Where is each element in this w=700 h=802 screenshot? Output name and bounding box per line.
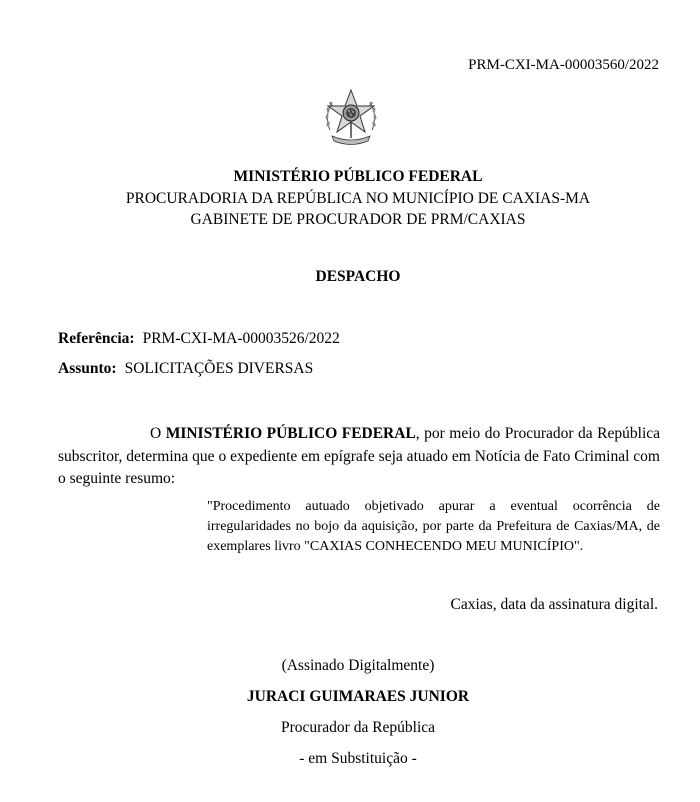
document-header	[0, 166, 700, 231]
signatory-role: Procurador da República	[280, 719, 436, 736]
body-intro: O	[150, 425, 162, 442]
signatory-status: - em Substituição -	[299, 750, 417, 767]
subject-line	[58, 360, 313, 378]
body-text: , por meio do Procurador da República subscritor, determina que o expediente em epígrafe seja atuado em Notícia de Fato Criminal com o seguinte resumo:	[58, 425, 661, 487]
document-number: PRM-CXI-MA-00003560/2022	[468, 57, 659, 73]
place-date: Caxias, data da assinatura digital.	[450, 596, 658, 613]
reference-value: PRM-CXI-MA-00003526/2022	[142, 330, 340, 347]
subject-value: SOLICITAÇÕES DIVERSAS	[124, 360, 314, 377]
reference-line	[58, 330, 340, 348]
body-institution: MINISTÉRIO PÚBLICO FEDERAL	[165, 425, 416, 442]
signatory-name: JURACI GUIMARAES JUNIOR	[246, 688, 470, 705]
subject-label: Assunto:	[58, 360, 117, 377]
institution-name: MINISTÉRIO PÚBLICO FEDERAL	[233, 168, 483, 185]
office-name: PROCURADORIA DA REPÚBLICA NO MUNICÍPIO DE CAXIAS-MA	[125, 189, 591, 207]
signature-note: (Assinado Digitalmente)	[281, 657, 435, 674]
brazil-coat-of-arms-icon	[320, 86, 382, 148]
signature-block	[0, 657, 700, 781]
body-paragraph	[58, 423, 660, 491]
document-title: DESPACHO	[315, 268, 401, 285]
case-summary: "Procedimento autuado objetivado apurar a eventual ocorrência de irregularidades no bojo da aquisição, por parte da Prefeitura de Caxias/MA, de exemplares livro "CAXIAS CONHECENDO MEU MUNICÍPIO".	[207, 499, 660, 554]
cabinet-name: GABINETE DE PROCURADOR DE PRM/CAXIAS	[190, 211, 526, 228]
reference-label: Referência:	[58, 330, 135, 347]
